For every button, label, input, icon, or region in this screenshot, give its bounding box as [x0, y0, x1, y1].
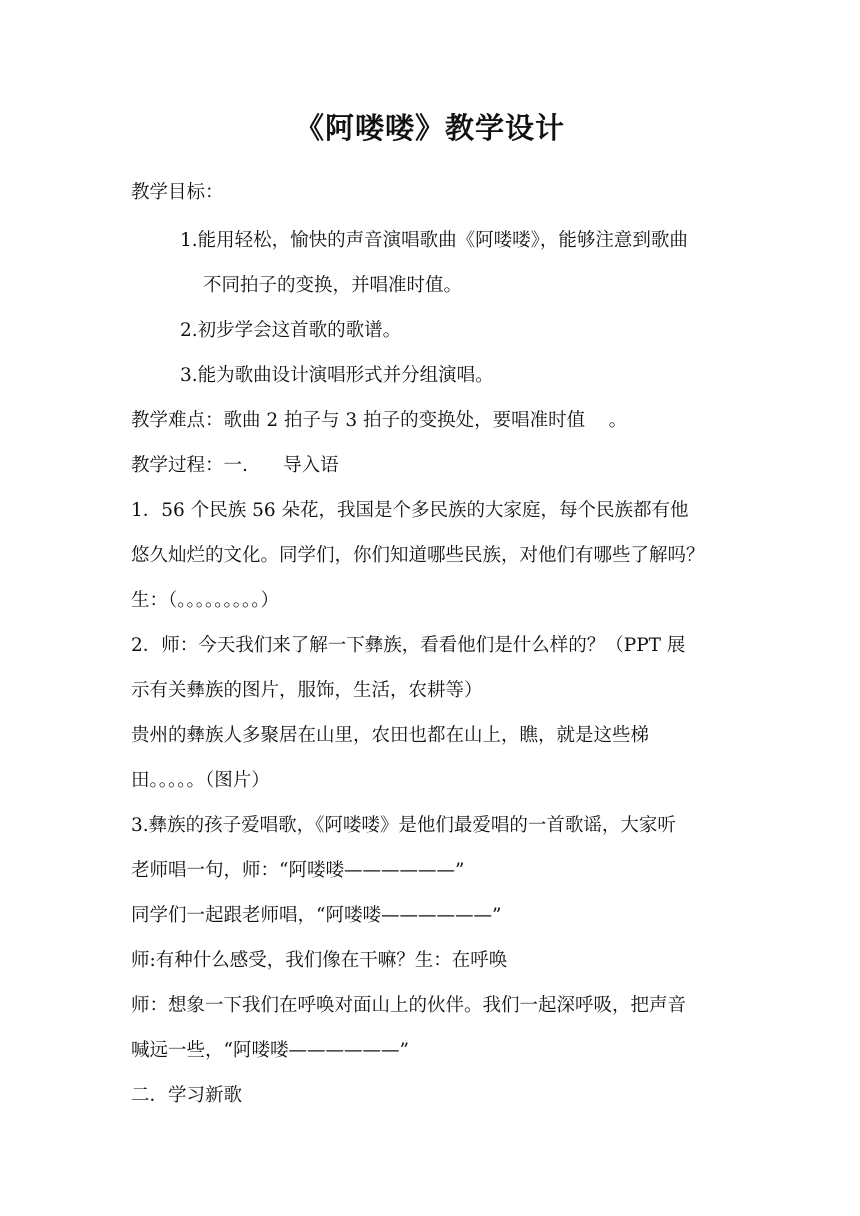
goal-item-1-continued: 不同拍子的变换，并唱准时值。: [203, 275, 463, 296]
paragraph-line: 生：（。。。。。。。。。）: [131, 590, 280, 611]
paragraph-line: 同学们一起跟老师唱，“阿喽喽——————”: [131, 905, 502, 926]
paragraph-line: 1．56 个民族 56 朵花，我国是个多民族的大家庭，每个民族都有他: [131, 500, 689, 521]
goal-item-2: 2.初步学会这首歌的歌谱。: [180, 320, 402, 341]
section-heading-difficulty: 教学难点：歌曲 2 拍子与 3 拍子的变换处，要唱准时值 。: [131, 410, 628, 431]
paragraph-line: 老师唱一句，师：“阿喽喽——————”: [131, 860, 465, 881]
paragraph-line: 3.彝族的孩子爱唱歌，《阿喽喽》是他们最爱唱的一首歌谣，大家听: [131, 815, 676, 836]
section-heading-process: 教学过程：一. 导入语: [131, 455, 339, 476]
section-heading-new-song: 二．学习新歌: [131, 1085, 243, 1106]
paragraph-line: 喊远一些，“阿喽喽——————”: [131, 1040, 409, 1061]
paragraph-line: 2．师：今天我们来了解一下彝族，看看他们是什么样的？（PPT 展: [131, 635, 686, 656]
document-title: 《阿喽喽》教学设计: [294, 111, 565, 145]
paragraph-line: 示有关彝族的图片，服饰，生活，农耕等）: [131, 680, 483, 701]
paragraph-line: 悠久灿烂的文化。同学们，你们知道哪些民族，对他们有哪些了解吗？: [131, 545, 705, 566]
section-heading-goals: 教学目标：: [131, 182, 224, 203]
paragraph-line: 田。。。。。（图片）: [131, 770, 270, 791]
goal-item-3: 3.能为歌曲设计演唱形式并分组演唱。: [180, 365, 494, 386]
paragraph-line: 师:有种什么感受，我们像在干嘛？生：在呼唤: [131, 950, 508, 971]
goal-item-1: 1.能用轻松，愉快的声音演唱歌曲《阿喽喽》，能够注意到歌曲: [180, 230, 688, 251]
paragraph-line: 师：想象一下我们在呼唤对面山上的伙伴。我们一起深呼吸，把声音: [131, 995, 687, 1016]
paragraph-line: 贵州的彝族人多聚居在山里，农田也都在山上，瞧，就是这些梯: [131, 725, 650, 746]
